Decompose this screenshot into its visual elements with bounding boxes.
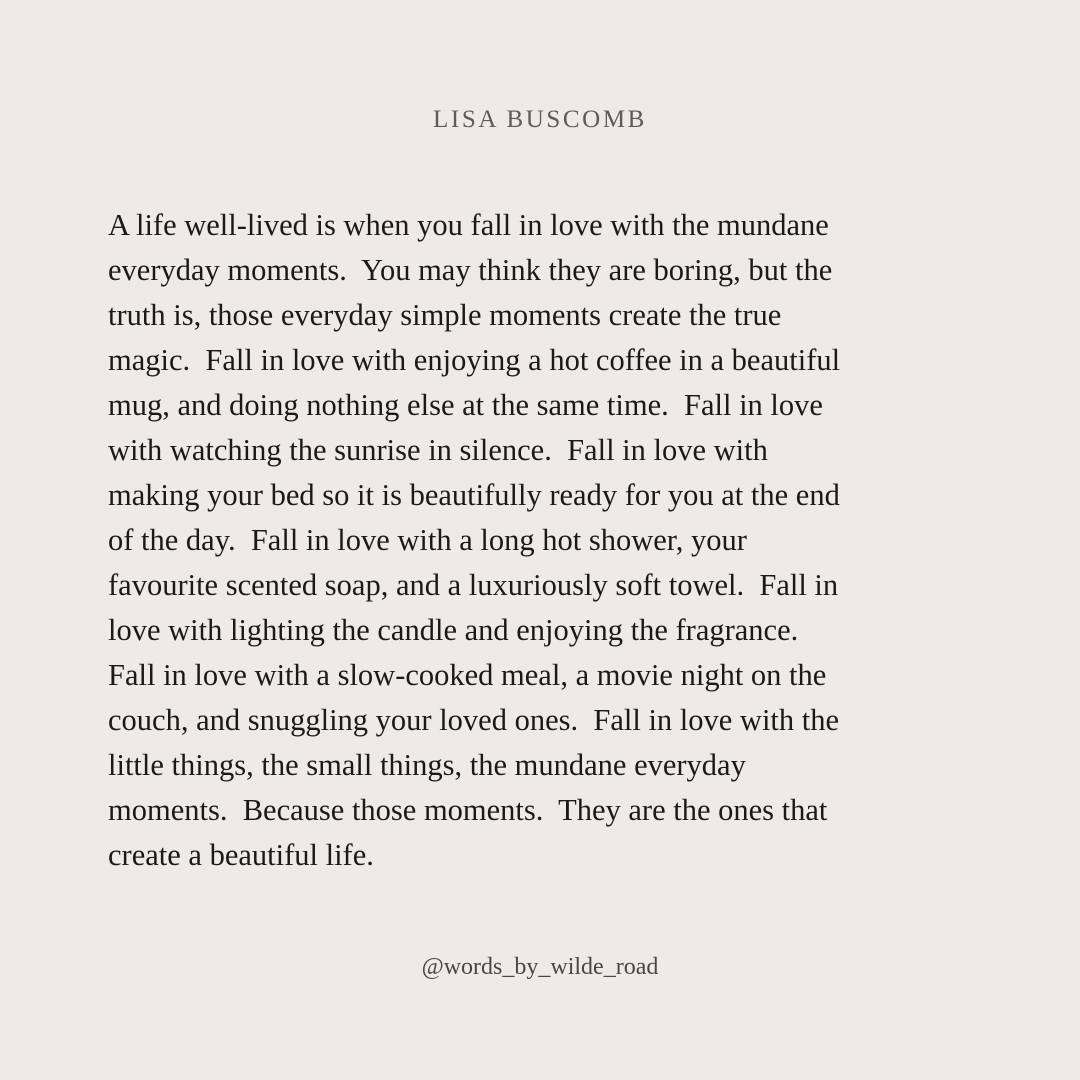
quote-line: moments. Because those moments. They are the ones that (108, 793, 828, 827)
quote-line: with watching the sunrise in silence. Fall in love with (108, 433, 768, 467)
quote-line: favourite scented soap, and a luxuriously soft towel. Fall in (108, 568, 839, 602)
quote-line: mug, and doing nothing else at the same time. Fall in love (108, 388, 823, 422)
quote-line: everyday moments. You may think they are boring, but the (108, 253, 833, 287)
quote-line: little things, the small things, the mundane everyday (108, 748, 746, 782)
quote-line: A life well-lived is when you fall in love with the mundane (108, 208, 829, 242)
quote-line: create a beautiful life. (108, 838, 374, 872)
quote-line: magic. Fall in love with enjoying a hot coffee in a beautiful (108, 343, 841, 377)
quote-line: making your bed so it is beautifully ready for you at the end (108, 478, 840, 512)
quote-line: Fall in love with a slow-cooked meal, a movie night on the (108, 658, 827, 692)
quote-line: love with lighting the candle and enjoying the fragrance. (108, 613, 799, 647)
quote-body (108, 203, 972, 878)
quote-line: truth is, those everyday simple moments create the true (108, 298, 782, 332)
social-handle: @words_by_wilde_road (421, 954, 659, 980)
quote-line: couch, and snuggling your loved ones. Fall in love with the (108, 703, 840, 737)
author-name: LISA BUSCOMB (433, 106, 647, 133)
quote-line: of the day. Fall in love with a long hot shower, your (108, 523, 747, 557)
